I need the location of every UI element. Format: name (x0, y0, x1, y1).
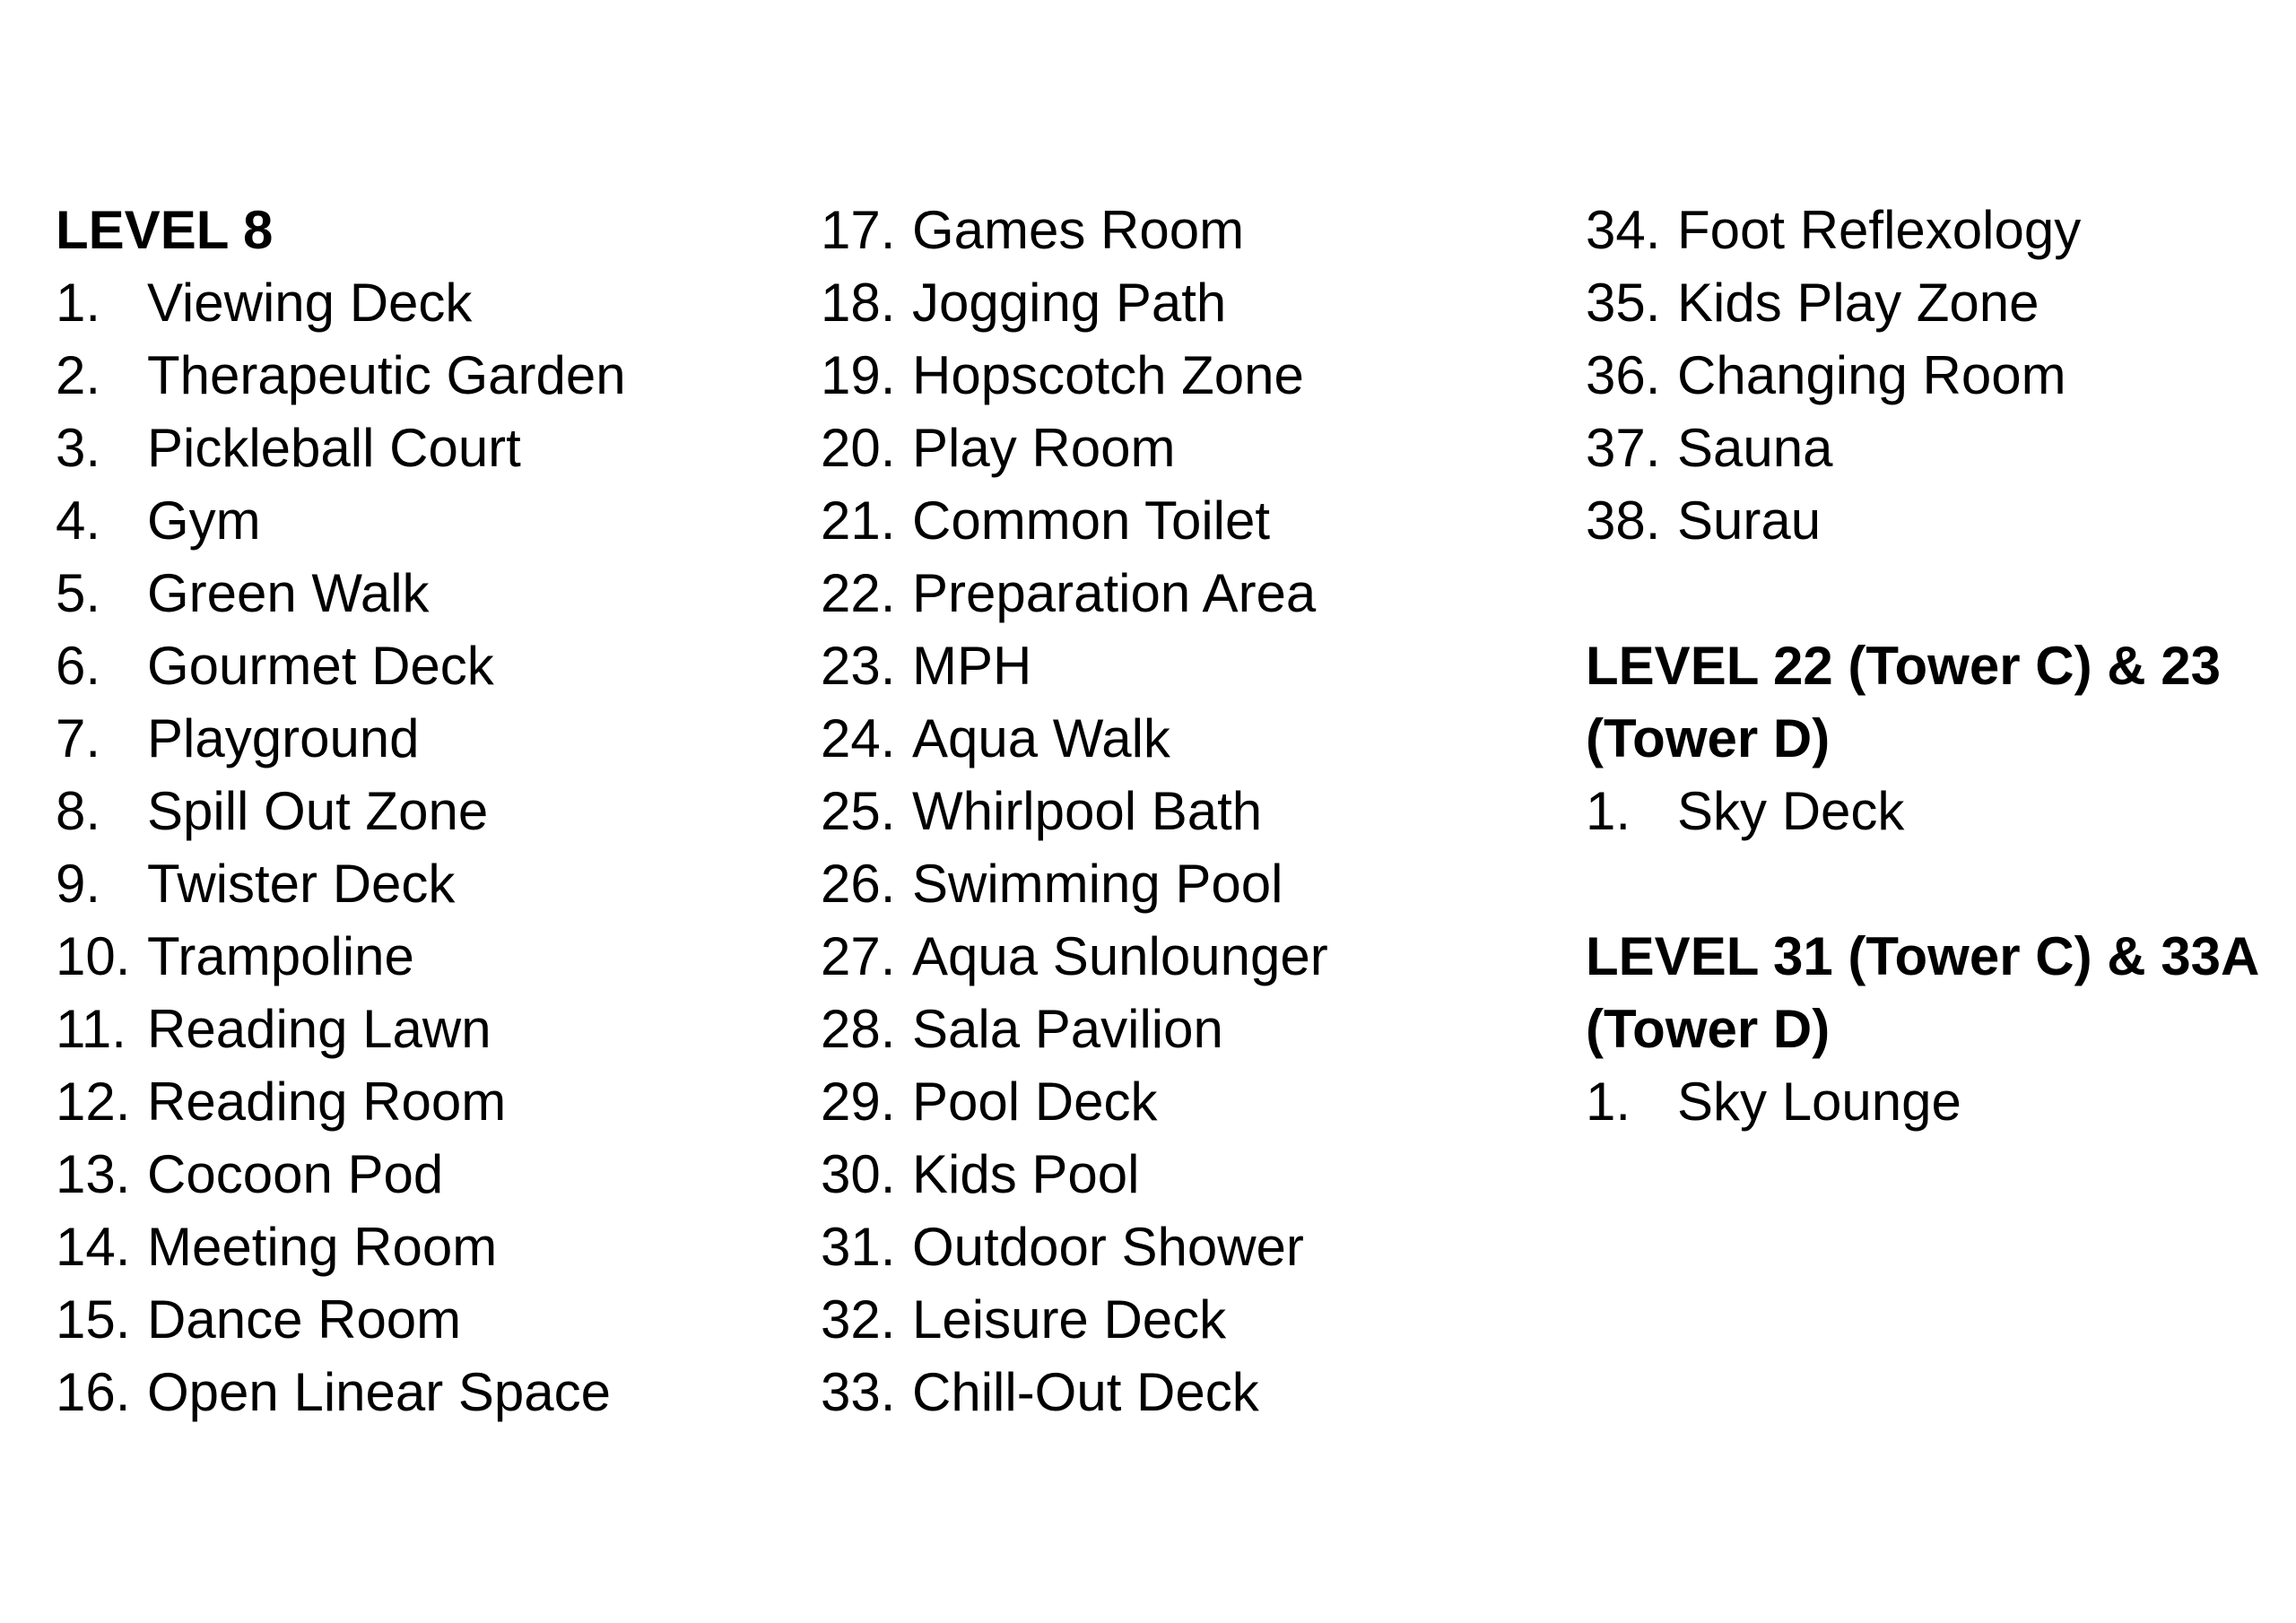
item-number: 20. (821, 418, 896, 478)
item-label: Sala Pavilion (912, 999, 1223, 1059)
item-label: Sky Lounge (1677, 1072, 1961, 1132)
item-number: 3. (56, 418, 101, 478)
item-label: Reading Lawn (147, 999, 491, 1059)
item-label: Hopscotch Zone (912, 345, 1304, 405)
list-item (1586, 412, 2259, 484)
list-item (56, 266, 626, 339)
level-31-heading-line1: LEVEL 31 (Tower C) & 33A (1586, 926, 2260, 986)
item-number: 24. (821, 708, 896, 768)
list-item (56, 993, 626, 1065)
level-22-heading-line1: LEVEL 22 (Tower C) & 23 (1586, 636, 2221, 696)
item-number: 22. (821, 563, 896, 623)
item-label: Therapeutic Garden (147, 345, 626, 405)
list-item (1586, 775, 2259, 847)
column-1 (56, 194, 626, 1428)
list-item (821, 1211, 1328, 1283)
spacer (1586, 557, 2259, 629)
level-22-heading-line2: (Tower D) (1586, 708, 1831, 768)
item-number: 11. (56, 999, 126, 1059)
item-number: 14. (56, 1217, 131, 1277)
item-number: 4. (56, 490, 101, 551)
item-label: Green Walk (147, 563, 430, 623)
item-number: 17. (821, 200, 896, 260)
item-label: Jogging Path (912, 273, 1227, 333)
item-number: 35. (1586, 273, 1661, 333)
item-number: 8. (56, 781, 101, 841)
item-label: Kids Play Zone (1677, 273, 2039, 333)
list-item (56, 484, 626, 557)
list-item (1586, 484, 2259, 557)
item-label: Common Toilet (912, 490, 1271, 551)
item-number: 28. (821, 999, 896, 1059)
list-item (56, 1211, 626, 1283)
item-number: 37. (1586, 418, 1661, 478)
list-item (821, 1138, 1328, 1211)
list-item (56, 1356, 626, 1428)
item-number: 19. (821, 345, 896, 405)
item-label: Preparation Area (912, 563, 1317, 623)
item-label: Cocoon Pod (147, 1144, 444, 1204)
list-item (56, 920, 626, 993)
list-item (56, 629, 626, 702)
list-item (821, 1283, 1328, 1356)
item-label: Playground (147, 708, 420, 768)
item-label: MPH (912, 636, 1032, 696)
list-item (821, 412, 1328, 484)
list-item (821, 484, 1328, 557)
item-number: 2. (56, 345, 101, 405)
list-item (1586, 339, 2259, 412)
list-item (821, 920, 1328, 993)
item-number: 21. (821, 490, 896, 551)
list-item (821, 629, 1328, 702)
list-item (1586, 194, 2259, 266)
item-number: 25. (821, 781, 896, 841)
item-label: Surau (1677, 490, 1822, 551)
item-label: Sky Deck (1677, 781, 1905, 841)
item-number: 32. (821, 1289, 896, 1350)
item-label: Whirlpool Bath (912, 781, 1263, 841)
item-label: Sauna (1677, 418, 1833, 478)
list-item (821, 993, 1328, 1065)
level-8-heading: LEVEL 8 (56, 200, 274, 260)
list-item (821, 1356, 1328, 1428)
item-label: Pool Deck (912, 1072, 1158, 1132)
column-2 (821, 194, 1328, 1428)
list-item (56, 412, 626, 484)
list-item (56, 1283, 626, 1356)
item-label: Changing Room (1677, 345, 2066, 405)
item-label: Gourmet Deck (147, 636, 494, 696)
item-label: Reading Room (147, 1072, 507, 1132)
item-number: 10. (56, 926, 131, 986)
spacer (1586, 847, 2259, 920)
item-number: 33. (821, 1362, 896, 1422)
item-label: Aqua Sunlounger (912, 926, 1328, 986)
item-number: 16. (56, 1362, 131, 1422)
column-3 (1586, 194, 2259, 1138)
level-31-heading-line2: (Tower D) (1586, 999, 1831, 1059)
item-label: Games Room (912, 200, 1245, 260)
list-item (821, 702, 1328, 775)
list-item (1586, 1065, 2259, 1138)
item-number: 7. (56, 708, 101, 768)
item-number: 31. (821, 1217, 896, 1277)
list-item (821, 847, 1328, 920)
item-label: Outdoor Shower (912, 1217, 1304, 1277)
item-label: Play Room (912, 418, 1176, 478)
list-item (821, 1065, 1328, 1138)
item-label: Dance Room (147, 1289, 462, 1350)
list-item (821, 557, 1328, 629)
list-item (56, 847, 626, 920)
item-number: 26. (821, 854, 896, 914)
item-label: Chill-Out Deck (912, 1362, 1259, 1422)
item-number: 6. (56, 636, 101, 696)
item-label: Leisure Deck (912, 1289, 1227, 1350)
list-item (56, 702, 626, 775)
item-number: 1. (1586, 781, 1631, 841)
item-label: Foot Reflexology (1677, 200, 2082, 260)
item-label: Aqua Walk (912, 708, 1170, 768)
item-number: 36. (1586, 345, 1661, 405)
item-label: Viewing Deck (147, 273, 473, 333)
list-item (821, 266, 1328, 339)
item-label: Trampoline (147, 926, 414, 986)
item-number: 34. (1586, 200, 1661, 260)
item-label: Swimming Pool (912, 854, 1283, 914)
list-item (56, 775, 626, 847)
list-item (821, 339, 1328, 412)
list-item (56, 339, 626, 412)
item-label: Spill Out Zone (147, 781, 489, 841)
item-label: Gym (147, 490, 261, 551)
list-item (56, 1138, 626, 1211)
item-number: 18. (821, 273, 896, 333)
item-number: 15. (56, 1289, 131, 1350)
item-number: 12. (56, 1072, 131, 1132)
list-item (821, 775, 1328, 847)
item-number: 1. (1586, 1072, 1631, 1132)
item-number: 23. (821, 636, 896, 696)
item-label: Twister Deck (147, 854, 456, 914)
item-number: 27. (821, 926, 896, 986)
item-label: Pickleball Court (147, 418, 521, 478)
list-item (1586, 266, 2259, 339)
item-number: 5. (56, 563, 101, 623)
item-number: 13. (56, 1144, 131, 1204)
item-number: 9. (56, 854, 101, 914)
list-item (56, 1065, 626, 1138)
list-item (821, 194, 1328, 266)
item-number: 38. (1586, 490, 1661, 551)
item-number: 1. (56, 273, 101, 333)
item-label: Open Linear Space (147, 1362, 612, 1422)
item-label: Kids Pool (912, 1144, 1140, 1204)
item-number: 30. (821, 1144, 896, 1204)
item-label: Meeting Room (147, 1217, 498, 1277)
list-item (56, 557, 626, 629)
item-number: 29. (821, 1072, 896, 1132)
